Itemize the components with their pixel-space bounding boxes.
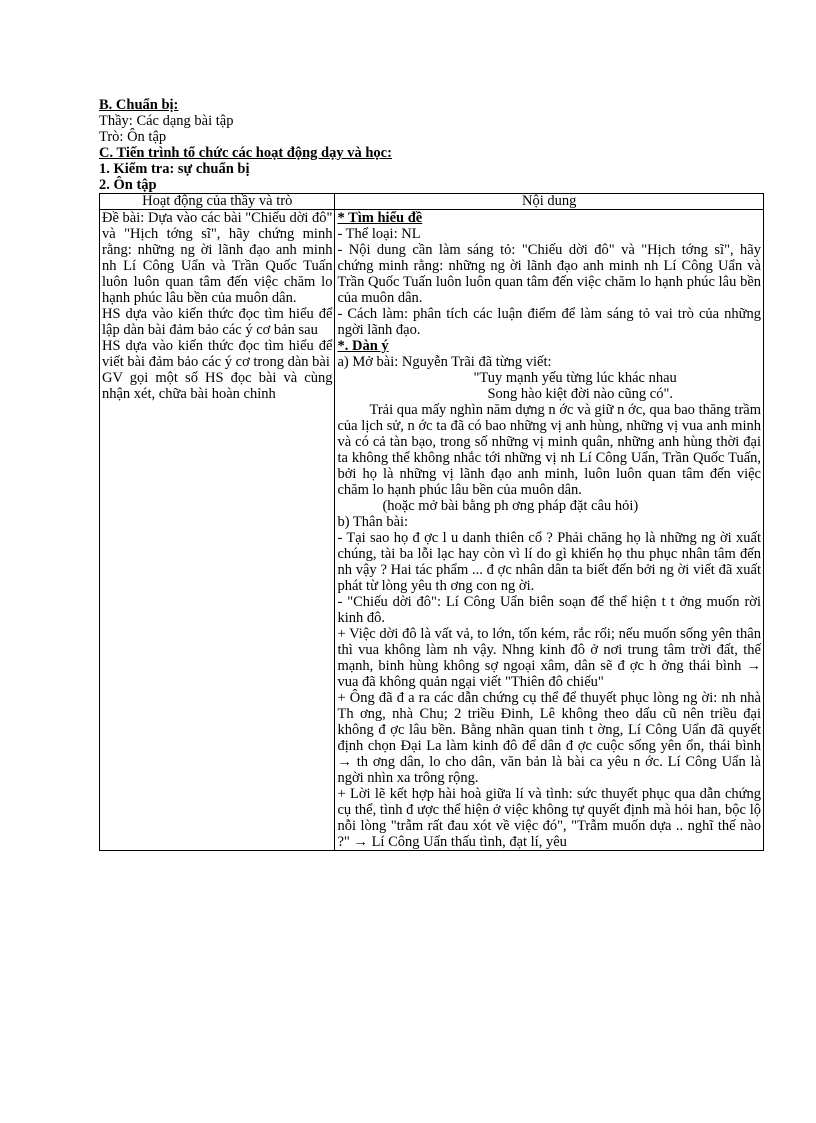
nhan-xet-text: GV gọi một số HS đọc bài và cùng nhận xét, chữa bài hoàn chỉnh bbox=[102, 370, 333, 402]
tro-line: Trò: Ôn tập bbox=[99, 129, 167, 145]
tim-hieu-de-heading: * Tìm hiểu đề bbox=[337, 210, 423, 226]
than-bai-heading: b) Thân bài: bbox=[337, 514, 409, 530]
thay-line: Thầy: Các dạng bài tập bbox=[99, 113, 234, 129]
noi-dung-text: - Nội dung cần làm sáng tỏ: "Chiếu dời đô" và "Hịch tớng sĩ", hãy chứng minh rằng: những ng ời lãnh đạo anh minh nh Lí Công Uẩn và Trần Quốc Tuấn luôn luôn quan tâm đến việc chăm lo hạnh phúc lâu bền của muôn dân. bbox=[337, 242, 761, 306]
viet-bai-text: HS dựa vào kiến thức đọc tìm hiểu để viết bài đảm bảo các ý cơ trong dàn bài bbox=[102, 338, 333, 370]
quote-line-1: "Tuy mạnh yếu từng lúc khác nhau bbox=[473, 370, 677, 386]
content-cell bbox=[335, 210, 764, 851]
arrow-icon: → bbox=[337, 754, 352, 770]
than-bai-3a: + Việc dời đô là vất vả, to lớn, tốn kém, rắc rối; nếu muốn sống yên thân thì vua không làm nh vậy. Nhng kinh đô ở nơi trung tâm trời đất, thế mạnh, binh hùng không sợ ngoại xâm, dân sẽ đ ợc h ởng thái bình bbox=[337, 626, 761, 674]
document-page bbox=[99, 97, 764, 851]
lesson-table bbox=[99, 193, 764, 851]
arrow-icon: → bbox=[746, 658, 762, 674]
than-bai-point-2: - "Chiếu dời đô": Lí Công Uẩn biên soạn để thể hiện t t ởng muốn rời kinh đô. bbox=[337, 594, 761, 626]
than-bai-point-3 bbox=[337, 626, 761, 690]
lap-dan-bai-text: HS dựa vào kiến thức đọc tìm hiểu để lập dàn bài đảm bảo các ý cơ bản sau bbox=[102, 306, 333, 338]
quote-line-2: Song hào kiệt đời nào cũng có". bbox=[487, 386, 674, 402]
de-bai-text: Đề bài: Dựa vào các bài "Chiếu dời đô" và "Hịch tớng sĩ", hãy chứng minh rằng: những ng ời lãnh đạo anh minh nh Lí Công Uẩn và Trần Quốc Tuấn luôn luôn quan tâm đến việc chăm lo hạnh phúc lâu bền của muôn dân. bbox=[102, 210, 333, 306]
than-bai-5a: + Lời lẽ kết hợp hài hoà giữa lí và tình: sức thuyết phục qua dẫn chứng cụ thể, tình đ ược thể hiện ở việc không tự quyết định mà hỏi han, bộc lộ nỗi lòng "trẫm rất đau xót về việc đó", "Trẫm muốn dựa .. nghĩ thế nào ?" bbox=[337, 786, 761, 850]
than-bai-point-1: - Tại sao họ đ ợc l u danh thiên cổ ? Phải chăng họ là những ng ời xuất chúng, tài ba lỗi lạc hay còn vì lí do gì khiến họ thu phục nhân tâm đến nh vậy ? Hai tác phẩm ... đ ợc nhân dân ta biết đến bởi ng ời viết đã xuất phát từ lòng yêu th ơng con ng ời. bbox=[337, 530, 761, 594]
mo-bai-heading: a) Mở bài: Nguyễn Trãi đã từng viết: bbox=[337, 354, 552, 370]
section-c-heading: C. Tiến trình tổ chức các hoạt động dạy và học: bbox=[99, 145, 392, 161]
than-bai-point-4 bbox=[337, 690, 761, 786]
kiem-tra-heading: 1. Kiểm tra: sự chuẩn bị bbox=[99, 161, 250, 177]
activities-cell bbox=[100, 210, 335, 851]
mo-bai-text: Trải qua mấy nghìn năm dựng n ớc và giữ n ớc, qua bao thăng trầm của lịch sử, n ớc ta đã có bao những vị anh hùng, những vị vua anh minh và có cả tàn bạo, trong số những vị minh quân, những anh hùng thời đại ta không thể không nhắc tới những vị nh Lí Công Uẩn, Trần Quốc Tuấn, bởi họ là những vị lãnh đạo anh minh, luôn luôn quan tâm đến việc chăm lo hạnh phúc lâu bền của muôn dân. bbox=[337, 402, 761, 498]
col-header-activities: Hoạt động của thầy và trò bbox=[100, 194, 335, 210]
table-header-row bbox=[100, 194, 764, 210]
than-bai-3b: vua đã không quản ngại viết "Thiên đô chiếu" bbox=[337, 674, 604, 690]
than-bai-4b: th ơng dân, lo cho dân, văn bản là bài ca yêu n ớc. Lí Công Uẩn là ngời nhìn xa trông rộng. bbox=[337, 754, 761, 786]
on-tap-heading: 2. Ôn tập bbox=[99, 177, 157, 193]
than-bai-4a: + Ông đã đ a ra các dẫn chứng cụ thể để thuyết phục lòng ng ời: nh nhà Th ơng, nhà Chu; 2 triều Đinh, Lê không theo dấu cũ nên triều đại không đ ợc lâu bền. Bằng nhãn quan tinh t ờng, Lí Công Uẩn đã quyết định chọn Đại La làm kinh đô để dân đ ợc cuộc sống yên ổn, thái bình bbox=[337, 690, 761, 754]
arrow-icon: → bbox=[353, 834, 368, 850]
the-loai-text: - Thể loại: NL bbox=[337, 226, 421, 242]
table-row bbox=[100, 210, 764, 851]
cach-lam-text: - Cách làm: phân tích các luận điểm để làm sáng tỏ vai trò của những ngời lãnh đạo. bbox=[337, 306, 761, 338]
than-bai-point-5 bbox=[337, 786, 761, 850]
section-b-heading: B. Chuẩn bị: bbox=[99, 97, 179, 113]
than-bai-5b: Lí Công Uẩn thấu tình, đạt lí, yêu bbox=[371, 834, 567, 850]
dan-y-heading: *. Dàn ý bbox=[337, 338, 389, 354]
mo-bai-note: (hoặc mở bài bằng ph ơng pháp đặt câu hỏi) bbox=[382, 498, 639, 514]
col-header-content: Nội dung bbox=[335, 194, 764, 210]
